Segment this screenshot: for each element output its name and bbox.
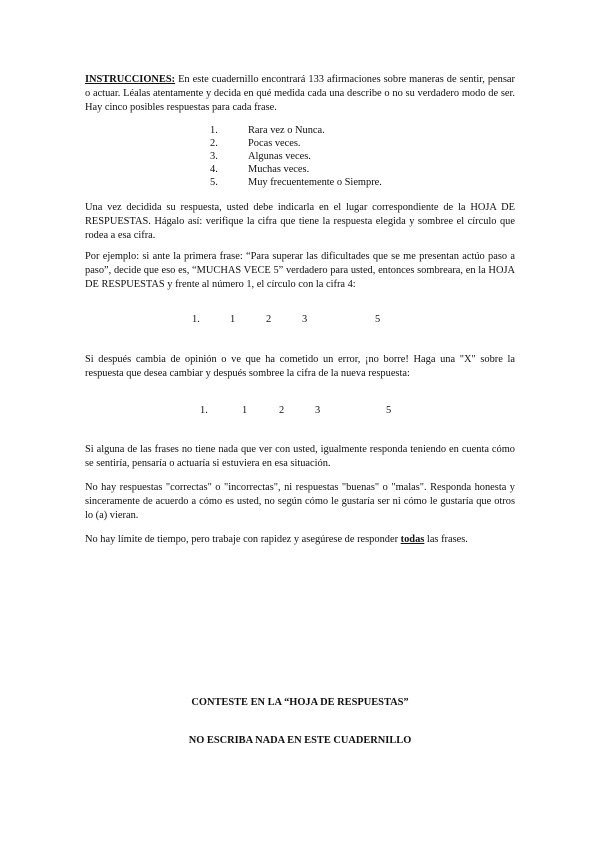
option-label: Muchas veces. [248, 164, 310, 175]
option-number: 3. [210, 151, 218, 162]
option-5 [210, 176, 382, 189]
scale-item-number: 1. [200, 405, 208, 416]
time-limit-paragraph [85, 533, 515, 547]
scale-value: 3 [302, 314, 308, 325]
irrelevant-phrases-paragraph: Si alguna de las frases no tiene nada que ver con usted, igualmente responda teniendo en cuenta cómo se sentiría, pensaría o actuaría si estuviera en esa situación. [85, 444, 515, 469]
example-paragraph: Por ejemplo: si ante la primera frase: “Para superar las dificultades que se me presentan actúo paso a paso”, decide que eso es, “MUCHAS VECE 5” verdadero para usted, entonces sombreara, en la HOJA DE RESPUESTAS y frente al número 1, el círculo con la cifra 4: [85, 251, 515, 290]
option-number: 4. [210, 164, 218, 175]
answer-instructions-paragraph: Una vez decidida su respuesta, usted debe indicarla en el lugar correspondiente de la HOJA DE RESPUESTAS. Hágalo así: verifique la cifra que tiene la respuesta elegida y sombree el círculo que rodea a esa cifra. [85, 202, 515, 241]
instructions-text: En este cuadernillo encontrará 133 afirmaciones sobre maneras de sentir, pensar o actuar. Léalas atentamente y decida en qué medida cada una describe o no su verdadero modo de ser. Hay cinco posibles respuestas para cada frase. [85, 74, 515, 113]
scale-value: 2 [279, 405, 285, 416]
scale-value: 1 [230, 314, 236, 325]
time-limit-text: No hay límite de tiempo, pero trabaje con rapidez y asegúrese de responder [85, 534, 401, 545]
scale-item-number: 1. [192, 314, 200, 325]
time-limit-text-end: las frases. [424, 534, 468, 545]
change-answer-paragraph: Si después cambia de opinión o ve que ha cometido un error, ¡no borre! Haga una "X" sobre la respuesta que desea cambiar y después sombree la cifra de la nueva respuesta: [85, 354, 515, 379]
time-limit-emphasis: todas [400, 534, 425, 545]
footer-answer-sheet-notice: CONTESTE EN LA “HOJA DE RESPUESTAS” [191, 697, 409, 708]
scale-value: 1 [242, 405, 248, 416]
footer-do-not-write-notice: NO ESCRIBA NADA EN ESTE CUADERNILLO [188, 735, 412, 746]
scale-value: 3 [315, 405, 321, 416]
option-4 [210, 163, 382, 176]
response-options-list [210, 124, 382, 189]
option-label: Pocas veces. [248, 138, 301, 149]
option-number: 2. [210, 138, 218, 149]
honesty-paragraph: No hay respuestas "correctas" o "incorrectas", ni respuestas "buenas" o "malas". Responda honesta y sinceramente de acuerdo a cómo es usted, no según cómo le gustaría ser ni cómo le gustaría que otros lo (a) vieran. [85, 482, 515, 521]
option-number: 1. [210, 125, 218, 136]
instructions-paragraph [85, 73, 515, 115]
scale-value: 2 [266, 314, 272, 325]
option-1 [210, 124, 382, 137]
option-label: Muy frecuentemente o Siempre. [248, 177, 382, 188]
option-label: Rara vez o Nunca. [248, 125, 325, 136]
option-label: Algunas veces. [248, 151, 311, 162]
instructions-label: INSTRUCCIONES: [85, 74, 176, 85]
option-number: 5. [210, 177, 218, 188]
option-3 [210, 150, 382, 163]
scale-value: 5 [375, 314, 381, 325]
option-2 [210, 137, 382, 150]
scale-value: 5 [386, 405, 392, 416]
